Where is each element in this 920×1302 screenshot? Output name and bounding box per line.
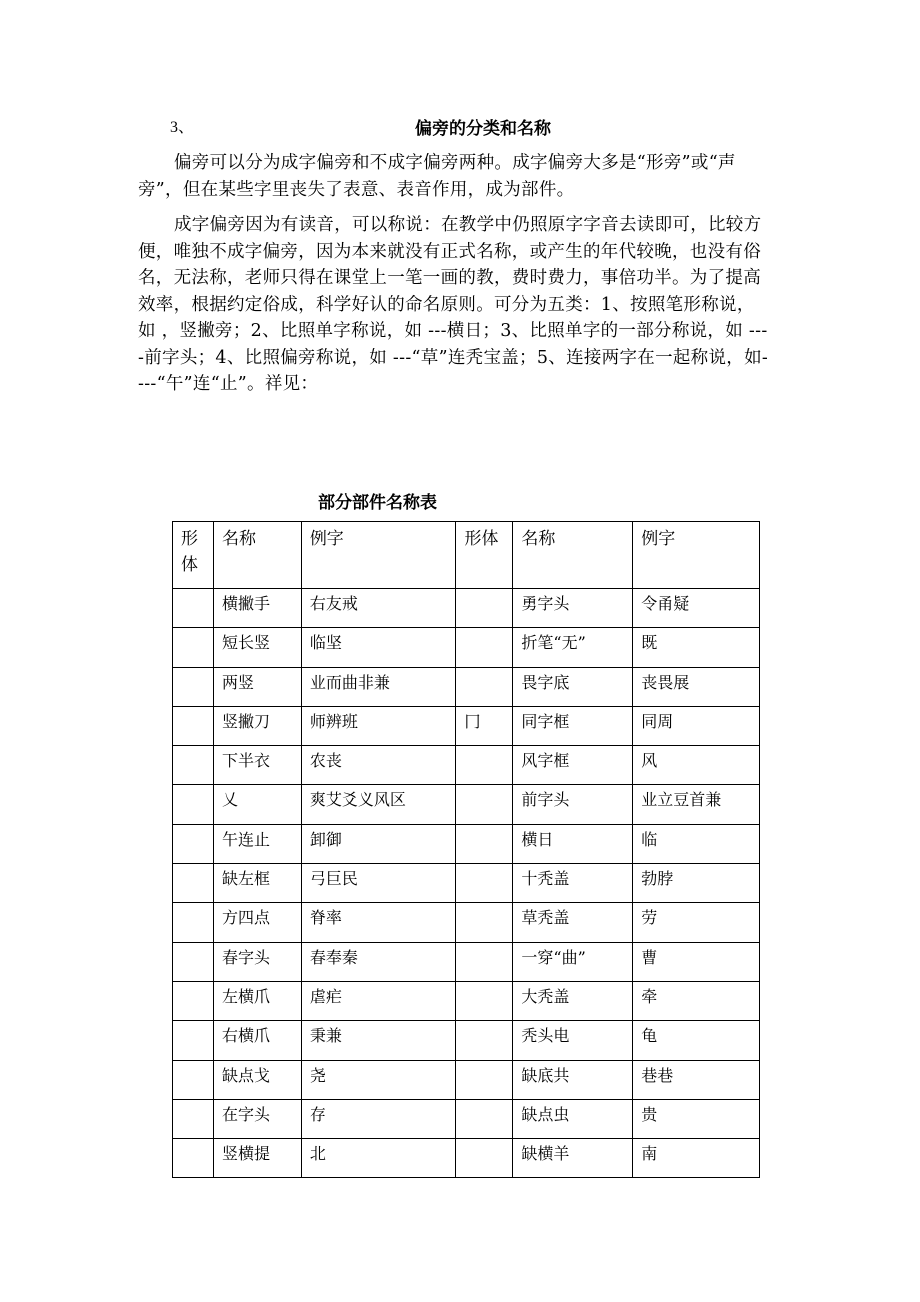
cell-shape: [173, 824, 214, 863]
cell-example: 春奉秦: [301, 942, 456, 981]
cell-name-2: 缺横羊: [513, 1139, 633, 1178]
cell-name: 缺左框: [213, 864, 301, 903]
cell-shape: [173, 706, 214, 745]
cell-shape-2: [456, 1021, 513, 1060]
header-name: 名称: [213, 522, 301, 589]
cell-shape: [173, 942, 214, 981]
table-row: [173, 1060, 760, 1099]
cell-example: 存: [301, 1099, 456, 1138]
cell-example-2: 南: [633, 1139, 760, 1178]
table-row: [173, 903, 760, 942]
table-title: 部分部件名称表: [318, 493, 437, 513]
cell-example: 卸御: [301, 824, 456, 863]
table-header-row: [173, 522, 760, 589]
cell-shape-2: [456, 864, 513, 903]
cell-shape-2: [456, 628, 513, 667]
cell-name: 乂: [213, 785, 301, 824]
cell-example-2: 同周: [633, 706, 760, 745]
cell-shape-2: [456, 1099, 513, 1138]
table-row: [173, 628, 760, 667]
cell-shape: [173, 1060, 214, 1099]
paragraph-classification: 成字偏旁因为有读音，可以称说：在教学中仍照原字字音去读即可，比较方便，唯独不成字偏旁，因为本来就没有正式名称，或产生的年代较晚，也没有俗名，无法称，老师只得在课堂上一笔一画的教，费时费力，事倍功半。为了提高效率，根据约定俗成，科学好认的命名原则。可分为五类：1、按照笔形称说，如 ，竖撇旁；2、比照单字称说，如 ---横日；3、比照单字的一部分称说，如 ----前字头；4、比照偏旁称说，如 ---“草”连秃宝盖；5、连接两字在一起称说，如----“午”连“止”。祥见：: [138, 215, 769, 394]
cell-example: 业而曲非兼: [301, 667, 456, 706]
cell-shape-2: [456, 981, 513, 1020]
cell-name-2: 一穿“曲”: [513, 942, 633, 981]
cell-name-2: 大秃盖: [513, 981, 633, 1020]
cell-name: 春字头: [213, 942, 301, 981]
cell-name: 横撇手: [213, 589, 301, 628]
cell-shape-2: [456, 824, 513, 863]
cell-example-2: 丧畏展: [633, 667, 760, 706]
cell-example-2: 风: [633, 746, 760, 785]
section-number: 3、: [170, 119, 195, 136]
cell-example: 右友戒: [301, 589, 456, 628]
cell-shape-2: [456, 589, 513, 628]
cell-name-2: 勇字头: [513, 589, 633, 628]
cell-shape-2: [456, 942, 513, 981]
cell-example-2: 勃脖: [633, 864, 760, 903]
cell-name-2: 折笔“无”: [513, 628, 633, 667]
cell-name: 竖撇刀: [213, 706, 301, 745]
cell-shape-2: [456, 746, 513, 785]
cell-shape: [173, 1139, 214, 1178]
cell-name-2: 畏字底: [513, 667, 633, 706]
cell-example-2: 贵: [633, 1099, 760, 1138]
cell-name: 缺点戈: [213, 1060, 301, 1099]
cell-example: 师辨班: [301, 706, 456, 745]
header-example-2: 例字: [633, 522, 760, 589]
cell-shape: [173, 746, 214, 785]
cell-name: 左横爪: [213, 981, 301, 1020]
cell-example: 虐疟: [301, 981, 456, 1020]
header-name-2: 名称: [513, 522, 633, 589]
cell-shape-2: [456, 785, 513, 824]
cell-name: 午连止: [213, 824, 301, 863]
cell-example: 秉兼: [301, 1021, 456, 1060]
cell-shape-2: [456, 1060, 513, 1099]
cell-shape: [173, 1021, 214, 1060]
cell-example: 脊率: [301, 903, 456, 942]
section-title: 偏旁的分类和名称: [415, 119, 551, 139]
cell-example: 临坚: [301, 628, 456, 667]
paragraph-intro: 偏旁可以分为成字偏旁和不成字偏旁两种。成字偏旁大多是“形旁”或“声旁”，但在某些字里丧失了表意、表音作用，成为部件。: [138, 153, 736, 200]
cell-example: 北: [301, 1139, 456, 1178]
cell-example-2: 令甬疑: [633, 589, 760, 628]
table-row: [173, 746, 760, 785]
cell-example-2: 业立豆首兼: [633, 785, 760, 824]
cell-shape: [173, 628, 214, 667]
table-row: [173, 1139, 760, 1178]
cell-shape-2: 冂: [456, 706, 513, 745]
cell-shape: [173, 981, 214, 1020]
cell-shape: [173, 1099, 214, 1138]
component-names-table: [172, 521, 760, 1178]
cell-example: 农丧: [301, 746, 456, 785]
cell-name: 右横爪: [213, 1021, 301, 1060]
cell-shape: [173, 667, 214, 706]
table-row: [173, 706, 760, 745]
table-row: [173, 1099, 760, 1138]
table-row: [173, 667, 760, 706]
cell-name-2: 缺点虫: [513, 1099, 633, 1138]
header-shape: 形体: [173, 522, 214, 589]
cell-name-2: 横日: [513, 824, 633, 863]
cell-shape-2: [456, 903, 513, 942]
table-row: [173, 824, 760, 863]
cell-name-2: 十秃盖: [513, 864, 633, 903]
table-row: [173, 942, 760, 981]
cell-shape: [173, 589, 214, 628]
cell-name-2: 同字框: [513, 706, 633, 745]
cell-name: 短长竖: [213, 628, 301, 667]
cell-name-2: 草秃盖: [513, 903, 633, 942]
cell-shape: [173, 903, 214, 942]
cell-name: 竖横提: [213, 1139, 301, 1178]
cell-example-2: 牵: [633, 981, 760, 1020]
cell-name: 下半衣: [213, 746, 301, 785]
cell-example-2: 既: [633, 628, 760, 667]
table-row: [173, 864, 760, 903]
cell-name: 方四点: [213, 903, 301, 942]
cell-example-2: 劳: [633, 903, 760, 942]
header-example: 例字: [301, 522, 456, 589]
table-row: [173, 589, 760, 628]
table-row: [173, 785, 760, 824]
cell-example: 尧: [301, 1060, 456, 1099]
table-body: [173, 589, 760, 1178]
cell-example-2: 龟: [633, 1021, 760, 1060]
cell-name-2: 缺底共: [513, 1060, 633, 1099]
cell-name-2: 风字框: [513, 746, 633, 785]
table-row: [173, 981, 760, 1020]
header-shape-2: 形体: [456, 522, 513, 589]
cell-name: 两竖: [213, 667, 301, 706]
cell-shape-2: [456, 667, 513, 706]
cell-example-2: 临: [633, 824, 760, 863]
cell-name: 在字头: [213, 1099, 301, 1138]
cell-name-2: 秃头电: [513, 1021, 633, 1060]
cell-shape: [173, 864, 214, 903]
cell-name-2: 前字头: [513, 785, 633, 824]
cell-example-2: 巷巷: [633, 1060, 760, 1099]
cell-example: 爽艾爻义风区: [301, 785, 456, 824]
cell-example-2: 曹: [633, 942, 760, 981]
cell-shape: [173, 785, 214, 824]
section-heading: [170, 114, 760, 140]
cell-shape-2: [456, 1139, 513, 1178]
table-row: [173, 1021, 760, 1060]
cell-example: 弓巨民: [301, 864, 456, 903]
